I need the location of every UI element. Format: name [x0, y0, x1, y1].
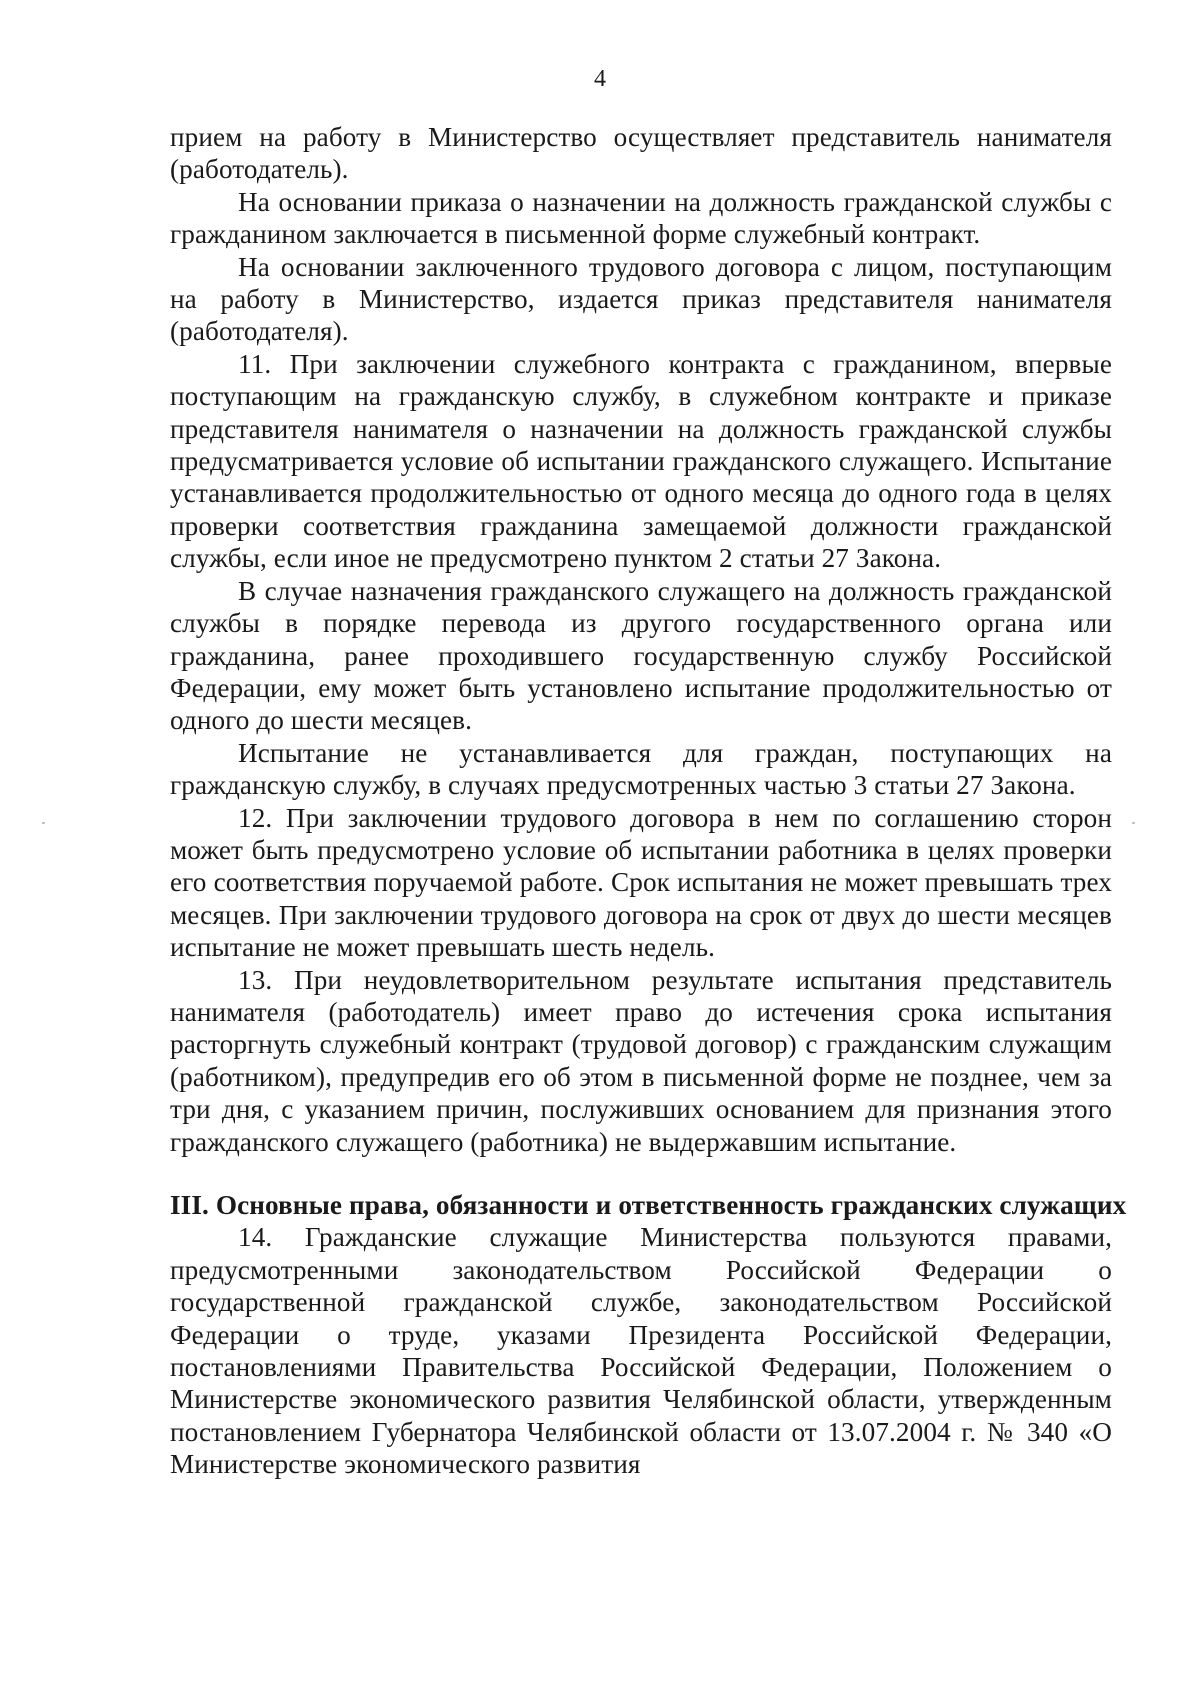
paragraph-no-probation: Испытание не устанавливается для граждан, поступающих на гражданскую службу, в случаях предусмотренных частью 3 статьи 27 Закона. [170, 737, 1112, 801]
paragraph-service-contract: На основании приказа о назначении на должность гражданской службы с гражданином заключается в письменной форме служебный контракт. [170, 186, 1112, 250]
paragraph-employer-order: На основании заключенного трудового договора с лицом, поступающим на работу в Министерство, издается приказ представителя нанимателя (работодателя). [170, 251, 1112, 347]
paragraph-item-12: 12. При заключении трудового договора в нем по соглашению сторон может быть предусмотрено условие об испытании работника в целях проверки его соответствия поручаемой работе. Срок испытания не может превышать трех месяцев. При заключении трудового договора на срок от двух до шести месяцев испытание не может превышать шесть недель. [170, 802, 1112, 963]
paragraph-item-13: 13. При неудовлетворительном результате испытания представитель нанимателя (работодатель) имеет право до истечения срока испытания расторгнуть служебный контракт (трудовой договор) с гражданским служащим (работником), предупредив его об этом в письменной форме не позднее, чем за три дня, с указанием причин, послуживших основанием для признания этого гражданского служащего (работника) не выдержавшим испытание. [170, 964, 1112, 1157]
paragraph-hiring-continuation: прием на работу в Министерство осуществляет представитель нанимателя (работодатель). [170, 122, 1112, 185]
document-body [170, 121, 1127, 1481]
paragraph-transfer-probation: В случае назначения гражданского служащего на должность гражданской службы в порядке перевода из другого государственного органа или гражданина, ранее проходившего государственную службу Российской Федерации, ему может быть установлено испытание продолжительностью от одного до шести месяцев. [170, 575, 1112, 736]
paragraph-item-11: 11. При заключении служебного контракта с гражданином, впервые поступающим на гражданскую службу, в служебном контракте и приказе представителя нанимателя о назначении на должность гражданской службы предусматривается условие об испытании гражданского служащего. Испытание устанавливается продолжительностью от одного месяца до одного года в целях проверки соответствия гражданина замещаемой должности гражданской службы, если иное не предусмотрено пунктом 2 статьи 27 Закона. [170, 348, 1112, 574]
section-heading-rights-duties: III. Основные права, обязанности и ответственность гражданских служащих [170, 1190, 1127, 1220]
scan-speck-right [1132, 822, 1135, 824]
scan-speck-left [42, 822, 45, 824]
page-number: 4 [594, 66, 606, 92]
paragraph-item-14: 14. Гражданские служащие Министерства пользуются правами, предусмотренными законодательством Российской Федерации о государственной гражданской службе, законодательством Российской Федерации о труде, указами Президента Российской Федерации, постановлениями Правительства Российской Федерации, Положением о Министерстве экономического развития Челябинской области, утвержденным постановлением Губернатора Челябинской области от 13.07.2004 г. № 340 «О Министерстве экономического развития [170, 1222, 1112, 1480]
